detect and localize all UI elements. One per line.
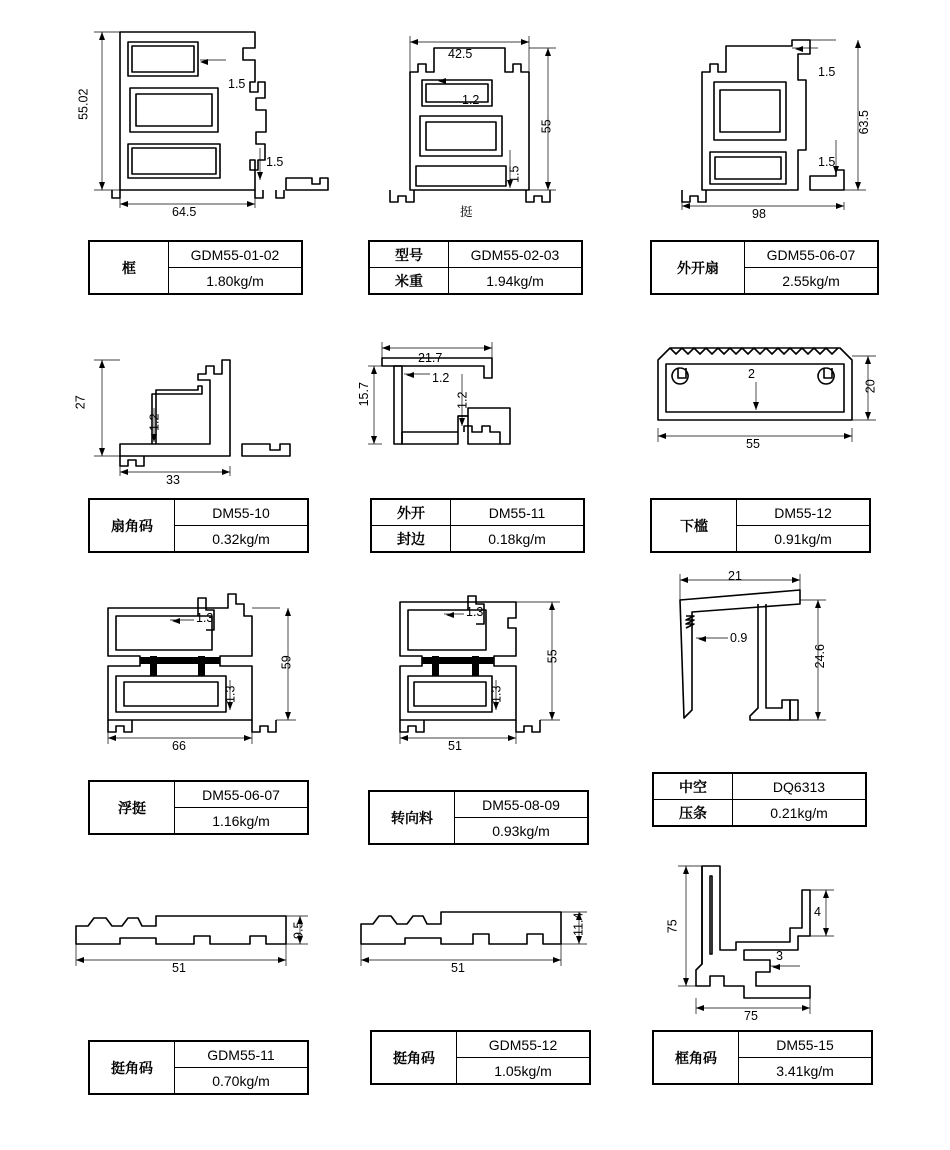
spec-model-2: GDM55-02-03 [449,242,582,268]
dim-98: 98 [752,207,766,221]
spec-key-5b: 封边 [372,526,451,552]
dim-0-9: 0.9 [730,631,748,645]
dim-64-5: 64.5 [172,205,197,219]
dim-51-c: 51 [451,961,465,975]
dim-75-a: 75 [665,919,680,934]
dim-ting: 挺 [460,205,473,219]
dim-59: 59 [279,655,294,670]
spec-weight-8: 0.93kg/m [455,818,588,844]
spec-key-12: 框角码 [654,1032,739,1084]
spec-model-3: GDM55-06-07 [745,242,878,268]
spec-weight-7: 1.16kg/m [175,808,308,834]
spec-model-10: GDM55-11 [175,1042,308,1068]
profile-drawing-2 [360,20,620,219]
spec-weight-12: 3.41kg/m [739,1058,872,1084]
dim-66: 66 [172,739,186,753]
profile-drawing-9 [640,560,890,740]
dim-1-5-e: 1.5 [818,155,836,169]
dim-15-7: 15.7 [356,382,371,407]
spec-model-6: DM55-12 [737,500,870,526]
spec-key-11: 挺角码 [372,1032,457,1084]
dim-42-5: 42.5 [448,47,473,61]
spec-key-1: 框 [90,242,169,294]
spec-weight-10: 0.70kg/m [175,1068,308,1094]
dim-1-2-c: 1.2 [432,371,450,385]
dim-27: 27 [73,395,88,410]
dim-1-5-b: 1.5 [266,155,284,169]
spec-model-11: GDM55-12 [457,1032,590,1058]
spec-weight-5: 0.18kg/m [451,526,584,552]
spec-key-7: 浮挺 [90,782,175,834]
profile-drawing-7 [80,580,330,753]
spec-weight-4: 0.32kg/m [175,526,308,552]
dim-24-6: 24.6 [812,644,827,669]
dim-3: 3 [776,949,783,963]
spec-weight-3: 2.55kg/m [745,268,878,294]
dim-55-a: 55 [539,119,554,134]
dim-4: 4 [814,905,821,919]
profile-drawing-11 [345,880,605,990]
profile-svg-1 [80,20,340,210]
dim-1-2-d: 1.2 [455,391,470,409]
dim-21-7: 21.7 [418,351,443,365]
profile-svg-11 [345,880,605,990]
spec-table-6 [650,498,871,553]
profile-svg-9 [640,560,890,740]
spec-table-9 [652,772,867,827]
spec-key-9a: 中空 [654,774,733,800]
dim-1-3-a: 1.3 [196,611,214,625]
dim-1-5-d: 1.5 [818,65,836,79]
dim-1-2-b: 1.2 [147,413,162,431]
profile-drawing-3 [640,20,910,221]
spec-key-2a: 型号 [370,242,449,268]
dim-1-5-c: 1.5 [507,165,522,183]
profile-drawing-5 [356,330,610,470]
dim-1-3-d: 1.3 [489,685,504,703]
spec-weight-2: 1.94kg/m [449,268,582,294]
spec-weight-6: 0.91kg/m [737,526,870,552]
profile-svg-12 [650,850,900,1020]
dim-55-b: 55 [746,437,760,451]
spec-key-9b: 压条 [654,800,733,826]
dim-75-b: 75 [744,1009,758,1023]
dim-1-2-a: 1.2 [462,93,480,107]
dim-33: 33 [166,473,180,487]
spec-model-9: DQ6313 [733,774,866,800]
dim-1-3-c: 1.3 [466,605,484,619]
profile-drawing-4 [73,330,330,487]
spec-key-10: 挺角码 [90,1042,175,1094]
dim-20: 20 [863,379,878,394]
dim-11-4: 11.4 [571,912,586,936]
dim-1-5-a: 1.5 [228,77,246,91]
profile-drawing-8 [360,580,610,753]
dim-21: 21 [728,569,742,583]
dim-51-a: 51 [448,739,462,753]
spec-key-4: 扇角码 [90,500,175,552]
dim-51-b: 51 [172,961,186,975]
spec-key-2b: 米重 [370,268,449,294]
spec-table-10 [88,1040,309,1095]
profile-svg-5 [356,330,610,470]
profile-drawing-6 [640,330,890,470]
spec-model-4: DM55-10 [175,500,308,526]
profile-svg-6 [640,330,890,470]
spec-model-8: DM55-08-09 [455,792,588,818]
spec-table-2 [368,240,583,295]
profile-drawing-12 [650,850,900,1023]
spec-key-6: 下槛 [652,500,737,552]
spec-table-12 [652,1030,873,1085]
profile-svg-2 [360,20,620,210]
dim-9-5: 9.5 [291,921,306,939]
spec-model-5: DM55-11 [451,500,584,526]
dim-55-c: 55 [545,649,560,664]
spec-table-3 [650,240,879,295]
spec-key-5a: 外开 [372,500,451,526]
spec-table-7 [88,780,309,835]
profile-drawing-10 [60,880,330,990]
spec-table-11 [370,1030,591,1085]
spec-key-3: 外开扇 [652,242,745,294]
dim-55-02: 55.02 [76,88,91,120]
spec-table-4 [88,498,309,553]
spec-table-1 [88,240,303,295]
spec-weight-1: 1.80kg/m [169,268,302,294]
profile-svg-8 [360,580,610,750]
spec-table-5 [370,498,585,553]
spec-model-12: DM55-15 [739,1032,872,1058]
spec-weight-11: 1.05kg/m [457,1058,590,1084]
spec-key-8: 转向料 [370,792,455,844]
dim-63-5: 63.5 [856,110,871,135]
spec-weight-9: 0.21kg/m [733,800,866,826]
spec-model-7: DM55-06-07 [175,782,308,808]
spec-model-1: GDM55-01-02 [169,242,302,268]
profile-svg-4 [80,330,330,470]
profile-svg-10 [60,880,330,990]
dim-1-3-b: 1.3 [223,685,238,703]
spec-table-8 [368,790,589,845]
profile-drawing-1 [76,20,340,219]
dim-2: 2 [748,367,755,381]
